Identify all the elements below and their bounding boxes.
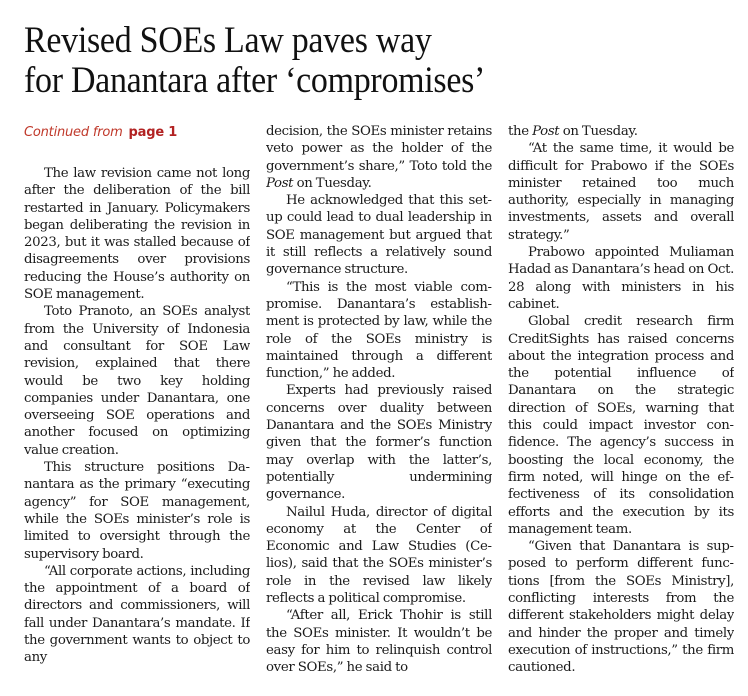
paragraph: [266, 607, 492, 676]
paragraph-tail: on Tuesday.: [559, 124, 638, 139]
paragraph-tail: on Tuesday.: [293, 175, 372, 191]
paragraph: [266, 192, 492, 278]
paragraph-text: The law revision came not long after the deliberation of the bill restarted in January. Policymakers began deliberating the revision in 2023, but it was stalled because of disagreements over provisions reducing the House’s authority on SOE management.: [24, 166, 250, 303]
column-3: [508, 123, 734, 693]
paragraph-text: Toto Pranoto, an SOEs analyst from the University of Indonesia and consultant for SOE Law revision, explained that there would be two key holding companies under Danantara, one overseeing SOE operations and another focused on optimizing value creation.: [24, 304, 250, 458]
paragraph: [508, 313, 734, 538]
paragraph: [266, 279, 492, 383]
paragraph: [24, 165, 250, 303]
paragraph-text: “Given that Danantara is supposed to perform different functions [from the SOEs Ministry], conflicting interests from the different stakeholders might delay and hinder the proper and timely execution of instructions,” the firm cautioned.: [508, 539, 734, 676]
paragraph-text: “This is the most viable compromise. Danantara’s establishment is protected by law, while the role of the SOEs ministry is maintained through a different function,” he added.: [266, 279, 492, 382]
paragraph: [24, 459, 250, 563]
paragraph-text: This structure positions Danantara as the primary “executing agency” for SOE management, while the SOEs minister’s role is limited to oversight through the supervisory board.: [24, 460, 250, 562]
paragraph: [266, 504, 492, 608]
paragraph: [24, 303, 250, 459]
column-2: [266, 123, 492, 693]
column-1: [24, 123, 250, 693]
paragraph-text: Global credit research firm CreditSights has raised concerns about the integration process and the potential influence of Danantara on the strategic direction of SOEs, warning that this could impact investor confidence. The agency’s success in boosting the local economy, the firm noted, will hinge on the effectiveness of its consolidation efforts and the execution by its management team.: [508, 314, 734, 537]
paragraph: [508, 140, 734, 244]
paragraph-text: decision, the SOEs minister retains veto power as the holder of the government’s share,” Toto told the: [266, 124, 492, 174]
paragraph-text: Experts had previously raised concerns over duality between Danantara and the SOEs Ministry given that the former’s function may overlap with the latter’s, potentially undermining governance.: [266, 383, 492, 503]
headline-line-1: Revised SOEs Law paves way: [24, 19, 432, 60]
paragraph: [508, 538, 734, 676]
continued-from-note: [24, 123, 250, 143]
publication-name: Post: [532, 124, 560, 139]
paragraph-text: “After all, Erick Thohir is still the SOEs minister. It wouldn’t be easy for him to relinquish control over SOEs,” he said to: [266, 608, 492, 676]
paragraph-text: Nailul Huda, director of digital economy at the Center of Economic and Law Studies (Celios), said that the SOEs minister’s role in the revised law likely reflects a political compromise.: [266, 504, 492, 607]
paragraph-text: the: [508, 124, 529, 139]
paragraph: [266, 123, 492, 192]
paragraph: [24, 563, 250, 667]
paragraph-text: He acknowledged that this setup could lead to dual leadership in SOE management but argued that it still reflects a relatively sound governance structure.: [266, 193, 492, 278]
paragraph-text: “At the same time, it would be difficult for Prabowo if the SOEs minister retained too much authority, especially in managing investments, assets and overall strategy.”: [508, 141, 734, 243]
publication-name: Post: [266, 175, 294, 191]
headline: [24, 20, 681, 100]
paragraph: [508, 123, 734, 140]
paragraph: [266, 382, 492, 503]
paragraph-text: “All corporate actions, including the appointment of a board of directors and commissioners, will fall under Danantara’s mandate. If the government wants to object to any: [24, 563, 250, 666]
continued-from-label: Continued from: [24, 125, 123, 140]
paragraph-text: Prabowo appointed Muliaman Hadad as Danantara’s head on Oct. 28 along with ministers in his cabinet.: [508, 245, 734, 312]
headline-line-2: for Danantara after ‘compromises’: [24, 59, 486, 100]
paragraph: [508, 244, 734, 313]
continued-page-link[interactable]: page 1: [128, 125, 178, 140]
article-body: [24, 123, 734, 693]
